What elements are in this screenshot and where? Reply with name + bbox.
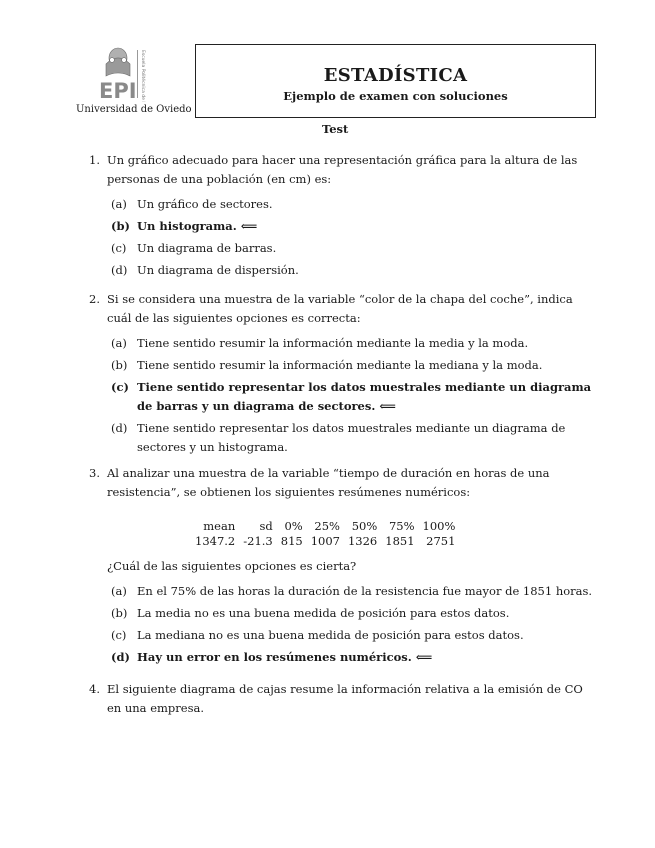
option-text: Tiene sentido resumir la información mediante la mediana y la moda.	[137, 358, 543, 372]
table-cell: 815	[280, 534, 303, 548]
option-text: La mediana no es una buena medida de posición para estos datos.	[137, 628, 524, 642]
option-text: Tiene sentido representar los datos muestrales mediante un diagrama de sectores y un histograma.	[137, 421, 566, 454]
option-text: Tiene sentido resumir la información mediante la media y la moda.	[137, 336, 529, 350]
option-text: Un histograma. ⟸	[137, 219, 258, 233]
table-header: mean	[203, 519, 236, 533]
option-label: (c)	[111, 628, 127, 642]
logo-side-text: Escuela Politécnica de Ingeniería de Gijón	[140, 50, 145, 102]
option-label: (a)	[111, 584, 127, 598]
question-4	[89, 680, 595, 718]
table-header: sd	[259, 519, 273, 533]
question-prompt: ¿Cuál de las siguientes opciones es cierta?	[107, 559, 357, 573]
option-2b	[107, 356, 595, 375]
option-label: (b)	[111, 606, 128, 620]
university-name: Universidad de Oviedo	[76, 104, 192, 115]
option-3c	[107, 626, 595, 645]
table-header: 75%	[388, 519, 415, 533]
option-3a	[107, 582, 595, 601]
table-cell: 2751	[426, 534, 456, 548]
option-3b	[107, 604, 595, 623]
option-3d-correct	[107, 648, 595, 667]
option-label: (d)	[111, 650, 130, 664]
table-header-row	[195, 519, 459, 534]
option-label: (d)	[111, 263, 128, 277]
table-header: 100%	[422, 519, 456, 533]
question-number: 4.	[89, 682, 100, 696]
option-1b-correct	[107, 217, 595, 236]
option-text: La media no es una buena medida de posición para estos datos.	[137, 606, 510, 620]
question-stem: Si se considera una muestra de la variable “color de la chapa del coche”, indica cuál de las siguientes opciones es correcta:	[107, 292, 573, 325]
question-1	[89, 151, 595, 280]
option-label: (c)	[111, 380, 129, 394]
table-header: 50%	[351, 519, 378, 533]
option-1c	[107, 239, 595, 258]
option-2a	[107, 334, 595, 353]
title-box	[195, 44, 596, 118]
option-text: En el 75% de las horas la duración de la resistencia fue mayor de 1851 horas.	[137, 584, 593, 598]
option-label: (a)	[111, 197, 127, 211]
option-2d	[107, 419, 595, 457]
question-stem: Un gráfico adecuado para hacer una representación gráfica para la altura de las personas de una población (en cm) es:	[107, 153, 578, 186]
question-3	[89, 464, 595, 667]
option-label: (b)	[111, 219, 130, 233]
question-number: 2.	[89, 292, 100, 306]
page-title: ESTADÍSTICA	[323, 65, 468, 86]
table-cell: -21.3	[243, 534, 273, 548]
option-label: (d)	[111, 421, 128, 435]
section-heading: Test	[322, 122, 349, 136]
option-2c-correct	[107, 378, 595, 416]
option-label: (c)	[111, 241, 127, 255]
option-text: Un diagrama de barras.	[137, 241, 277, 255]
option-label: (a)	[111, 336, 127, 350]
summary-table	[195, 519, 459, 549]
question-number: 1.	[89, 153, 100, 167]
table-cell: 1347.2	[195, 534, 236, 548]
option-text: Un diagrama de dispersión.	[137, 263, 299, 277]
table-row	[195, 534, 459, 549]
university-logo	[96, 46, 162, 102]
logo-text: EPI	[99, 79, 137, 102]
option-1a	[107, 195, 595, 214]
question-2	[89, 290, 595, 457]
question-number: 3.	[89, 466, 100, 480]
option-text: Tiene sentido representar los datos muestrales mediante un diagrama de barras y un diagrama de sectores. ⟸	[137, 380, 592, 413]
option-1d	[107, 261, 595, 280]
question-stem: Al analizar una muestra de la variable “tiempo de duración en horas de una resistencia”, se obtienen los siguientes resúmenes numéricos:	[107, 466, 550, 499]
table-header: 0%	[284, 519, 303, 533]
question-stem: El siguiente diagrama de cajas resume la información relativa a la emisión de CO en una empresa.	[107, 682, 583, 715]
table-cell: 1326	[347, 534, 378, 548]
table-header: 25%	[314, 519, 340, 533]
table-cell: 1851	[385, 534, 415, 548]
option-text: Hay un error en los resúmenes numéricos. ⟸	[137, 650, 433, 664]
option-text: Un gráfico de sectores.	[137, 197, 273, 211]
option-label: (b)	[111, 358, 128, 372]
table-cell: 1007	[310, 534, 340, 548]
page-subtitle: Ejemplo de examen con soluciones	[283, 89, 508, 103]
